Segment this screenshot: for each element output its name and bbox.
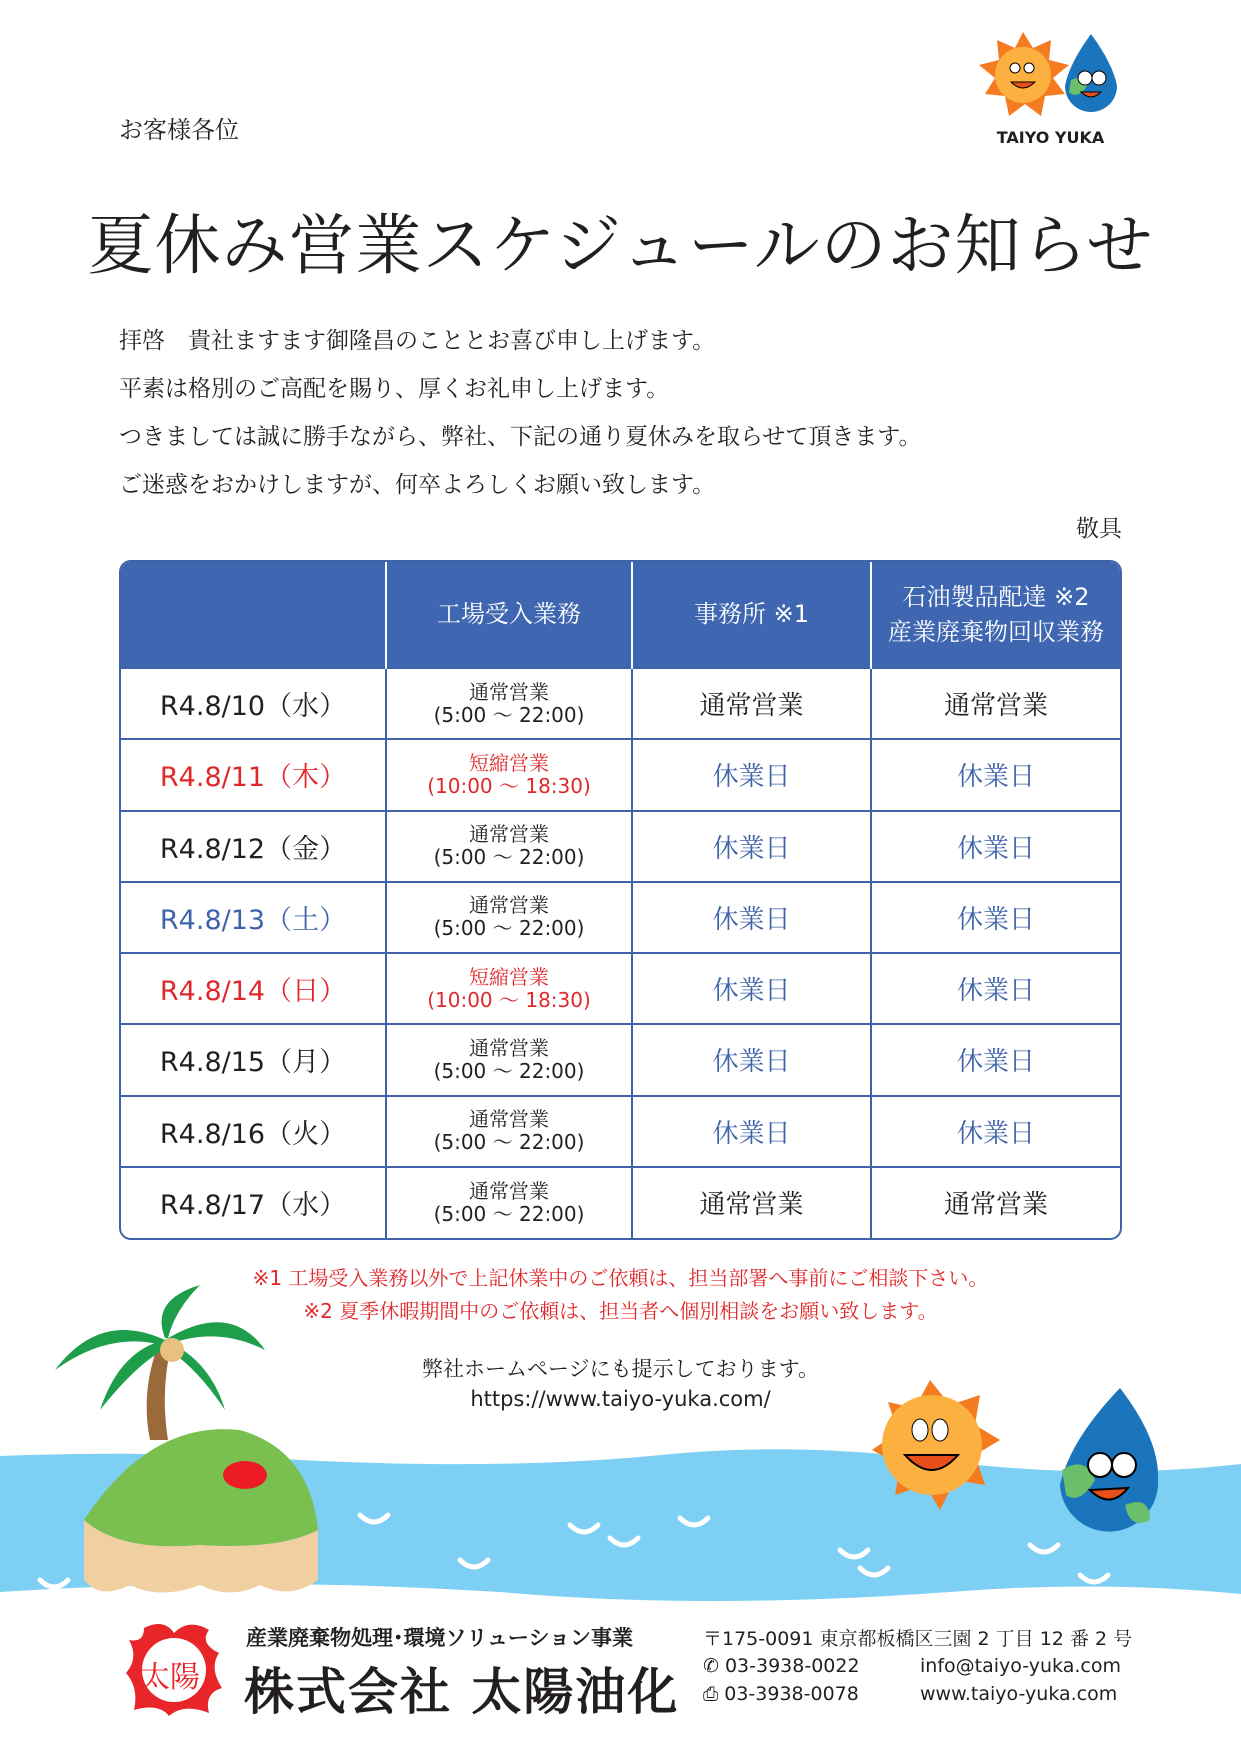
table-row [121, 882, 1120, 953]
factory-cell [386, 882, 632, 953]
recipient: お客様各位 [119, 116, 239, 144]
office-cell: 休業日 [632, 811, 871, 882]
office-cell: 休業日 [632, 953, 871, 1024]
logo-text: TAIYO YUKA [996, 128, 1105, 147]
header-delivery-line1: 石油製品配達 ※2 [902, 582, 1090, 611]
date-cell: R4.8/17（水） [121, 1167, 386, 1238]
date-cell: R4.8/16（火） [121, 1096, 386, 1167]
factory-hours: (5:00 ～ 22:00) [433, 1201, 585, 1226]
office-cell: 休業日 [632, 1024, 871, 1095]
homepage-link[interactable]: https://www.taiyo-yuka.com/ [470, 1387, 771, 1411]
table-row [121, 811, 1120, 882]
table-row [121, 739, 1120, 810]
seal-text: 太陽 [140, 1660, 200, 1695]
closing: 敬具 [1076, 516, 1122, 542]
delivery-cell: 休業日 [871, 953, 1120, 1024]
table-row [121, 953, 1120, 1024]
factory-cell [386, 1167, 632, 1238]
company-seal [124, 1618, 224, 1718]
body-line: つきましては誠に勝手ながら、弊社、下記の通り夏休みを取らせて頂きます。 [119, 424, 922, 450]
body-line: 平素は格別のご高配を賜り、厚くお礼申し上げます。 [119, 376, 670, 402]
note-1: ※1 工場受入業務以外で上記休業中のご依頼は、担当部署へ事前にご相談下さい。 [252, 1266, 989, 1290]
factory-hours: (5:00 ～ 22:00) [433, 1058, 585, 1083]
factory-status: 通常営業 [469, 1035, 549, 1060]
table-row [121, 1096, 1120, 1167]
factory-hours: (5:00 ～ 22:00) [433, 845, 585, 870]
date-cell: R4.8/15（月） [121, 1024, 386, 1095]
crab-icon [223, 1461, 267, 1489]
header-empty [121, 562, 386, 668]
page-title: 夏休み営業スケジュールのお知らせ [87, 207, 1154, 284]
factory-status: 通常営業 [469, 679, 549, 704]
factory-status: 通常営業 [469, 1107, 549, 1132]
factory-hours: (5:00 ～ 22:00) [433, 916, 585, 941]
email-link[interactable]: info@taiyo-yuka.com [920, 1655, 1121, 1677]
factory-cell [386, 953, 632, 1024]
company-name: 株式会社 太陽油化 [244, 1663, 680, 1721]
date-cell: R4.8/14（日） [121, 953, 386, 1024]
table-row [121, 1167, 1120, 1238]
office-cell: 休業日 [632, 739, 871, 810]
homepage-text: 弊社ホームページにも提示しております。 [422, 1357, 819, 1381]
note-2: ※2 夏季休暇期間中のご依頼は、担当者へ個別相談をお願い致します。 [303, 1299, 938, 1323]
delivery-cell: 休業日 [871, 739, 1120, 810]
factory-status: 短縮営業 [469, 964, 549, 989]
date-cell: R4.8/12（金） [121, 811, 386, 882]
office-cell: 通常営業 [632, 668, 871, 739]
mascot-logo-icon [973, 30, 1128, 120]
office-cell: 通常営業 [632, 1167, 871, 1238]
factory-hours: (10:00 ～ 18:30) [427, 773, 591, 798]
factory-cell [386, 811, 632, 882]
delivery-cell: 休業日 [871, 882, 1120, 953]
body-line: ご迷惑をおかけしますが、何卒よろしくお願い致します。 [119, 472, 716, 498]
factory-status: 通常営業 [469, 893, 549, 918]
delivery-cell: 休業日 [871, 811, 1120, 882]
factory-hours: (10:00 ～ 18:30) [427, 987, 591, 1012]
factory-status: 通常営業 [469, 822, 549, 847]
phone-number: 03-3938-0022 [724, 1655, 860, 1677]
taiyo-yuka-logo [973, 30, 1128, 147]
schedule-table [119, 560, 1122, 1240]
company-address: 〒175-0091 東京都板橋区三園 2 丁目 12 番 2 号 [703, 1628, 1133, 1650]
office-cell: 休業日 [632, 1096, 871, 1167]
fax-number: 03-3938-0078 [724, 1683, 859, 1705]
delivery-cell: 通常営業 [871, 668, 1120, 739]
factory-cell [386, 1096, 632, 1167]
header-delivery-line2: 産業廃棄物回収業務 [888, 617, 1104, 646]
date-cell: R4.8/13（土） [121, 882, 386, 953]
table-header [121, 562, 1120, 668]
delivery-cell: 休業日 [871, 1024, 1120, 1095]
factory-cell [386, 739, 632, 810]
body-line: 拝啓 貴社ますます御隆昌のこととお喜び申し上げます。 [119, 328, 716, 354]
fax [703, 1683, 859, 1705]
header-factory: 工場受入業務 [386, 562, 632, 668]
island-icon [55, 1285, 318, 1593]
fax-icon: ⎙ [703, 1683, 725, 1705]
company-tagline: 産業廃棄物処理･環境ソリューション事業 [246, 1626, 634, 1650]
website-link[interactable]: www.taiyo-yuka.com [920, 1683, 1118, 1705]
factory-cell [386, 1024, 632, 1095]
header-delivery [871, 562, 1120, 668]
header-office: 事務所 ※1 [632, 562, 871, 668]
water-drop-mascot-icon [1060, 1388, 1158, 1532]
table-row [121, 668, 1120, 739]
factory-hours: (5:00 ～ 22:00) [433, 702, 585, 727]
factory-hours: (5:00 ～ 22:00) [433, 1130, 585, 1155]
sea-illustration [0, 1280, 1241, 1610]
office-cell: 休業日 [632, 882, 871, 953]
delivery-cell: 通常営業 [871, 1167, 1120, 1238]
date-cell: R4.8/11（木） [121, 739, 386, 810]
phone-icon: ✆ [703, 1655, 725, 1677]
factory-cell [386, 668, 632, 739]
phone [703, 1655, 860, 1677]
date-cell: R4.8/10（水） [121, 668, 386, 739]
factory-status: 短縮営業 [469, 750, 549, 775]
table-row [121, 1024, 1120, 1095]
factory-status: 通常営業 [469, 1178, 549, 1203]
delivery-cell: 休業日 [871, 1096, 1120, 1167]
